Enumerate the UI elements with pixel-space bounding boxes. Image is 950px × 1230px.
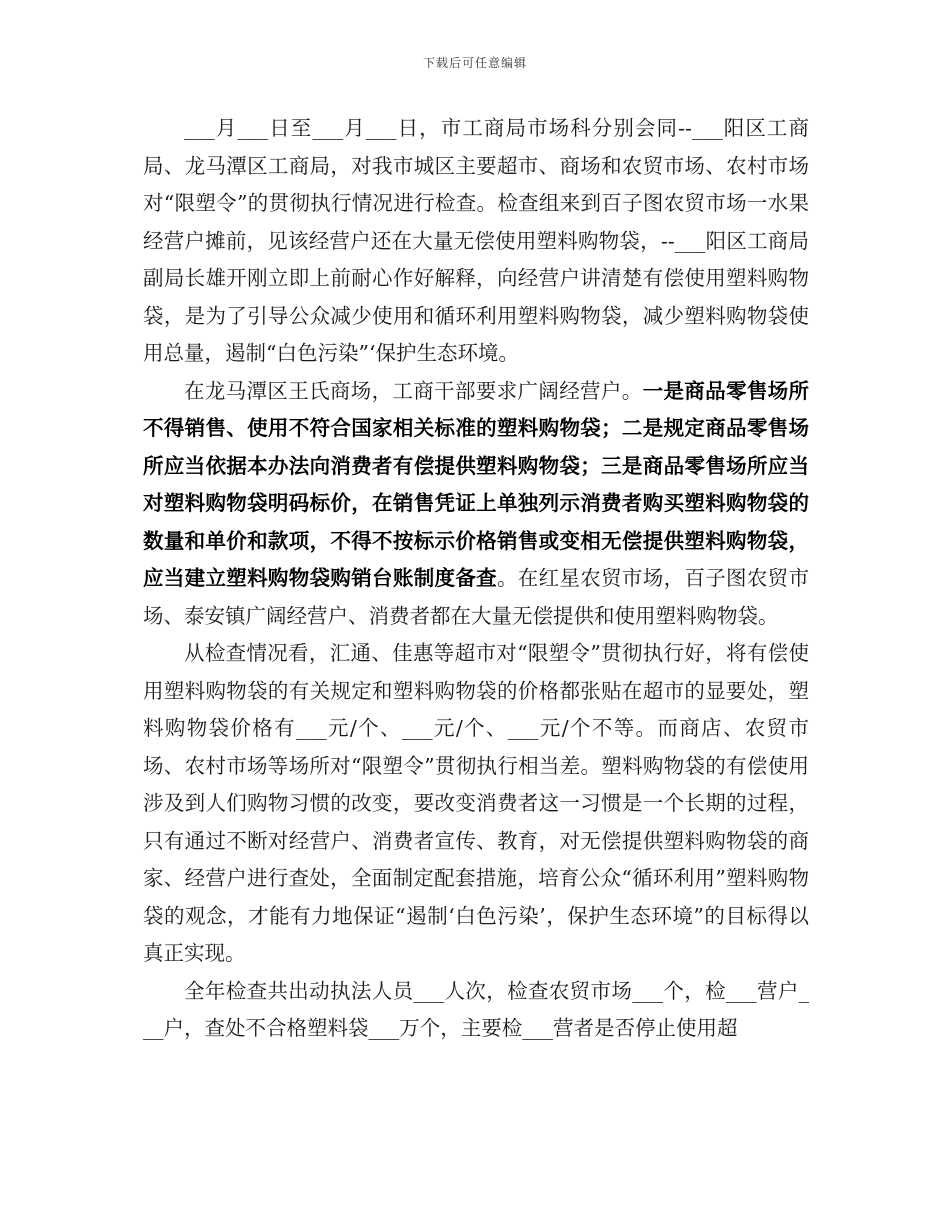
paragraph-3: 从检查情况看，汇通、佳惠等超市对“限塑令”贯彻执行好，将有偿使用塑料购物袋的有关规定和塑料购物袋的价格都张贴在超市的显要处，塑料购物袋价格有___元/个、___元/个、___元/个不等。而商店、农贸市场、农村市场等场所对“限塑令”贯彻执行相当差。塑料购物袋的有偿使用涉及到人们购物习惯的改变，要改变消费者这一习惯是一个长期的过程，只有通过不断对经营户、消费者宣传、教育，对无偿提供塑料购物袋的商家、经营户进行查处，全面制定配套措施，培育公众“循环利用”塑料购物袋的观念，才能有力地保证“遏制‘白色污染’，保护生态环境”的目标得以真正实现。: [143, 641, 809, 965]
paragraph-2: [143, 373, 809, 636]
paragraph-1: ___月___日至___月___日，市工商局市场科分别会同--___阳区工商局、龙马潭区工商局，对我市城区主要超市、商场和农贸市场、农村市场对“限塑令”的贯彻执行情况进行检查。检查组来到百子图农贸市场一水果经营户摊前，见该经营户还在大量无偿使用塑料购物袋，--___阳区工商局副局长雄开刚立即上前耐心作好解释，向经营户讲清楚有偿使用塑料购物袋，是为了引导公众减少使用和循环利用塑料购物袋，减少塑料购物袋使用总量，遏制“白色污染”‘保护生态环境。: [143, 116, 809, 365]
paragraph-2-bold-requirements: 一是商品零售场所不得销售、使用不符合国家相关标准的塑料购物袋；二是规定商品零售场所应当依据本办法向消费者有偿提供塑料购物袋；三是商品零售场所应当对塑料购物袋明码标价，在销售凭证上单独列示消费者购买塑料购物袋的数量和单价和款项，不得不按标示价格销售或变相无偿提供塑料购物袋，应当建立塑料购物袋购销台账制度备查: [143, 378, 810, 590]
paragraph-4: 全年检查共出动执法人员___人次，检查农贸市场___个，检___营户___户，查处不合格塑料袋___万个，主要检___营者是否停止使用超: [143, 978, 809, 1040]
document-body: [143, 110, 809, 1048]
page-header: 下载后可任意编辑: [422, 56, 527, 70]
paragraph-2-lead: 在龙马潭区王氏商场，工商干部要求广阔经营户。: [184, 378, 643, 403]
paragraph-2-tail: 。在红星农贸市场，百子图农贸市场、泰安镇广阔经营户、消费者都在大量无偿提供和使用塑料购物袋。: [143, 566, 809, 628]
